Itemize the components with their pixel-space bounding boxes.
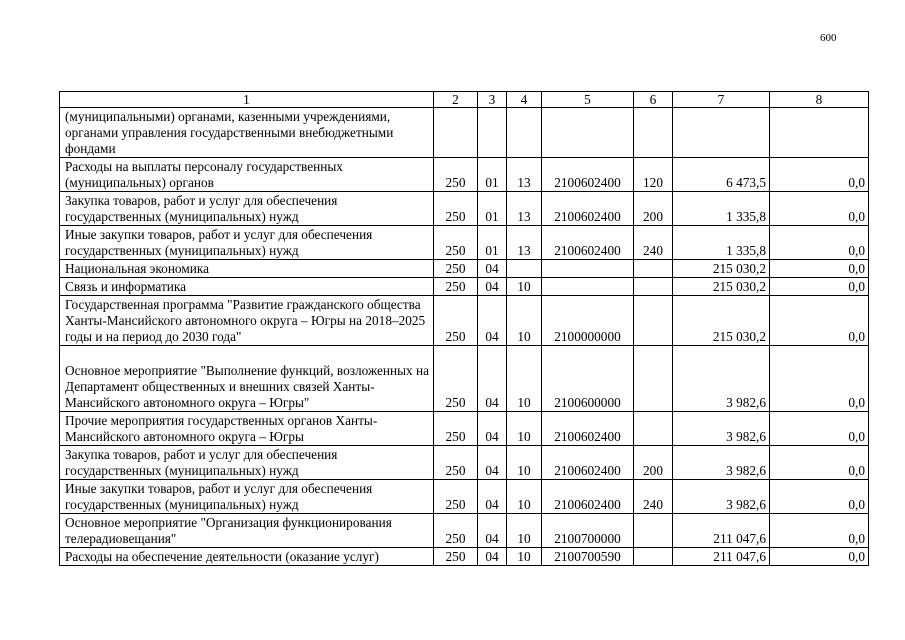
column-header: 8	[770, 92, 869, 108]
cell-amount-2: 0,0	[770, 480, 869, 514]
cell-admin-code: 250	[434, 226, 478, 260]
cell-subsection	[507, 260, 542, 278]
cell-section: 04	[478, 480, 507, 514]
cell-amount-2: 0,0	[770, 278, 869, 296]
cell-target-article: 2100700000	[542, 514, 634, 548]
cell-target-article: 2100602400	[542, 480, 634, 514]
cell-admin-code: 250	[434, 260, 478, 278]
table-row	[60, 226, 869, 260]
cell-section: 04	[478, 346, 507, 412]
cell-expense-type	[634, 548, 673, 566]
cell-target-article	[542, 260, 634, 278]
cell-expense-type: 240	[634, 226, 673, 260]
cell-amount: 215 030,2	[673, 278, 770, 296]
cell-name: Закупка товаров, работ и услуг для обеспечения государственных (муниципальных) нужд	[60, 446, 434, 480]
cell-name: Закупка товаров, работ и услуг для обеспечения государственных (муниципальных) нужд	[60, 192, 434, 226]
page-number: 600	[820, 32, 837, 44]
cell-expense-type: 120	[634, 158, 673, 192]
table-row	[60, 278, 869, 296]
cell-amount-2: 0,0	[770, 514, 869, 548]
cell-section: 04	[478, 296, 507, 346]
cell-target-article: 2100000000	[542, 296, 634, 346]
cell-name: Национальная экономика	[60, 260, 434, 278]
cell-section	[478, 108, 507, 158]
table-row	[60, 346, 869, 412]
cell-expense-type	[634, 346, 673, 412]
cell-name: Основное мероприятие "Выполнение функций, возложенных на Департамент общественных и внешних связей Ханты-Мансийского автономного округа – Югры"	[60, 346, 434, 412]
cell-name: Государственная программа "Развитие гражданского общества Ханты-Мансийского автономного округа – Югры на 2018–2025 годы и на период до 2030 года"	[60, 296, 434, 346]
table-row	[60, 480, 869, 514]
cell-subsection: 13	[507, 226, 542, 260]
cell-admin-code: 250	[434, 158, 478, 192]
cell-section: 01	[478, 158, 507, 192]
cell-subsection: 10	[507, 446, 542, 480]
budget-table	[59, 91, 869, 566]
cell-amount-2: 0,0	[770, 192, 869, 226]
cell-target-article: 2100602400	[542, 412, 634, 446]
cell-admin-code: 250	[434, 514, 478, 548]
column-header: 7	[673, 92, 770, 108]
cell-amount	[673, 108, 770, 158]
cell-target-article: 2100700590	[542, 548, 634, 566]
cell-section: 04	[478, 446, 507, 480]
cell-expense-type	[634, 260, 673, 278]
cell-expense-type	[634, 412, 673, 446]
cell-amount: 6 473,5	[673, 158, 770, 192]
cell-expense-type	[634, 296, 673, 346]
cell-admin-code: 250	[434, 296, 478, 346]
cell-name: Основное мероприятие "Организация функционирования телерадиовещания"	[60, 514, 434, 548]
cell-amount-2: 0,0	[770, 548, 869, 566]
column-header: 6	[634, 92, 673, 108]
cell-amount: 211 047,6	[673, 514, 770, 548]
cell-section: 01	[478, 192, 507, 226]
cell-expense-type: 200	[634, 446, 673, 480]
cell-expense-type: 200	[634, 192, 673, 226]
cell-amount-2: 0,0	[770, 346, 869, 412]
cell-target-article: 2100600000	[542, 346, 634, 412]
table-row	[60, 158, 869, 192]
cell-subsection: 13	[507, 158, 542, 192]
cell-amount-2: 0,0	[770, 296, 869, 346]
cell-amount: 211 047,6	[673, 548, 770, 566]
cell-target-article: 2100602400	[542, 158, 634, 192]
cell-expense-type	[634, 278, 673, 296]
cell-amount: 3 982,6	[673, 412, 770, 446]
cell-amount: 215 030,2	[673, 260, 770, 278]
cell-admin-code: 250	[434, 446, 478, 480]
cell-amount: 3 982,6	[673, 480, 770, 514]
cell-name: Связь и информатика	[60, 278, 434, 296]
cell-amount-2: 0,0	[770, 412, 869, 446]
column-header: 5	[542, 92, 634, 108]
cell-section: 04	[478, 548, 507, 566]
cell-amount-2: 0,0	[770, 446, 869, 480]
cell-amount: 3 982,6	[673, 446, 770, 480]
cell-name: Прочие мероприятия государственных органов Ханты-Мансийского автономного округа – Югры	[60, 412, 434, 446]
cell-subsection: 10	[507, 346, 542, 412]
table-row	[60, 296, 869, 346]
cell-section: 04	[478, 514, 507, 548]
cell-amount-2: 0,0	[770, 260, 869, 278]
cell-name: Расходы на обеспечение деятельности (оказание услуг)	[60, 548, 434, 566]
cell-name: Иные закупки товаров, работ и услуг для обеспечения государственных (муниципальных) нужд	[60, 480, 434, 514]
table-header-row	[60, 92, 869, 108]
cell-name: Расходы на выплаты персоналу государственных (муниципальных) органов	[60, 158, 434, 192]
cell-target-article: 2100602400	[542, 192, 634, 226]
cell-amount: 3 982,6	[673, 346, 770, 412]
cell-admin-code: 250	[434, 346, 478, 412]
table-row	[60, 192, 869, 226]
column-header: 4	[507, 92, 542, 108]
column-header: 2	[434, 92, 478, 108]
cell-target-article	[542, 278, 634, 296]
cell-target-article: 2100602400	[542, 226, 634, 260]
cell-subsection: 13	[507, 192, 542, 226]
cell-subsection: 10	[507, 548, 542, 566]
table-row	[60, 108, 869, 158]
cell-admin-code: 250	[434, 480, 478, 514]
cell-amount-2: 0,0	[770, 158, 869, 192]
table-row	[60, 514, 869, 548]
cell-subsection: 10	[507, 296, 542, 346]
cell-target-article	[542, 108, 634, 158]
cell-admin-code: 250	[434, 548, 478, 566]
cell-amount: 1 335,8	[673, 226, 770, 260]
cell-section: 01	[478, 226, 507, 260]
cell-amount-2: 0,0	[770, 226, 869, 260]
cell-section: 04	[478, 278, 507, 296]
cell-admin-code: 250	[434, 192, 478, 226]
table-row	[60, 548, 869, 566]
cell-name: Иные закупки товаров, работ и услуг для обеспечения государственных (муниципальных) нужд	[60, 226, 434, 260]
cell-name: (муниципальными) органами, казенными учреждениями, органами управления государственными внебюджетными фондами	[60, 108, 434, 158]
cell-admin-code	[434, 108, 478, 158]
cell-admin-code: 250	[434, 278, 478, 296]
cell-amount: 215 030,2	[673, 296, 770, 346]
table-row	[60, 412, 869, 446]
cell-target-article: 2100602400	[542, 446, 634, 480]
cell-section: 04	[478, 412, 507, 446]
cell-subsection: 10	[507, 278, 542, 296]
cell-admin-code: 250	[434, 412, 478, 446]
table-row	[60, 260, 869, 278]
cell-section: 04	[478, 260, 507, 278]
cell-subsection: 10	[507, 412, 542, 446]
cell-expense-type: 240	[634, 480, 673, 514]
column-header: 3	[478, 92, 507, 108]
cell-subsection: 10	[507, 480, 542, 514]
cell-subsection: 10	[507, 514, 542, 548]
table-row	[60, 446, 869, 480]
cell-subsection	[507, 108, 542, 158]
cell-amount-2	[770, 108, 869, 158]
cell-expense-type	[634, 108, 673, 158]
column-header: 1	[60, 92, 434, 108]
cell-expense-type	[634, 514, 673, 548]
cell-amount: 1 335,8	[673, 192, 770, 226]
